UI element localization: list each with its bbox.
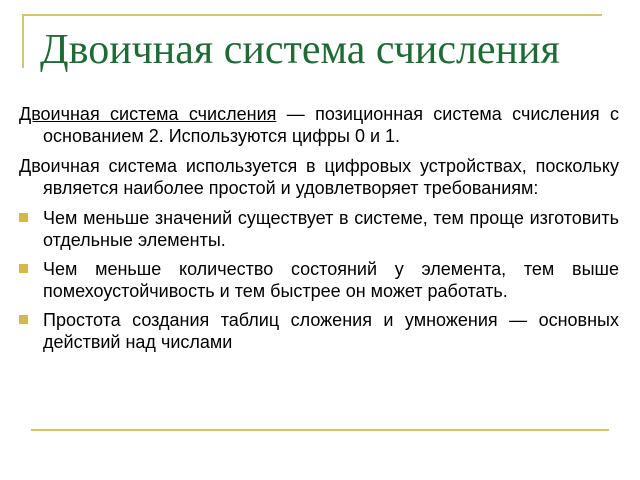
slide-title: Двоичная система счисления bbox=[40, 27, 560, 73]
square-bullet-icon bbox=[19, 315, 28, 324]
frame-left-line bbox=[22, 14, 24, 68]
frame-top-line bbox=[22, 14, 602, 16]
definition-paragraph bbox=[19, 103, 619, 147]
definition-text: — позиционная система счисления с основанием 2. Используются цифры 0 и 1. bbox=[43, 104, 619, 146]
requirements-list bbox=[19, 207, 619, 353]
list-item-text: Простота создания таблиц сложения и умножения — основных действий над числами bbox=[43, 310, 619, 352]
list-item-text: Чем меньше значений существует в системе, тем проще изготовить отдельные элементы. bbox=[43, 208, 619, 250]
list-item bbox=[19, 207, 619, 251]
square-bullet-icon bbox=[19, 264, 28, 273]
usage-paragraph: Двоичная система используется в цифровых устройствах, поскольку является наиболее простой и удовлетворяет требованиям: bbox=[19, 156, 619, 198]
term-link[interactable]: Двоичная система счисления bbox=[19, 104, 277, 124]
list-item bbox=[19, 309, 619, 353]
list-item bbox=[19, 258, 619, 302]
square-bullet-icon bbox=[19, 213, 28, 222]
frame-bottom-line bbox=[31, 429, 609, 431]
list-item-text: Чем меньше количество состояний у элемента, тем выше помехоустойчивость и тем быстрее он может работать. bbox=[43, 259, 619, 301]
slide-content bbox=[19, 103, 619, 360]
